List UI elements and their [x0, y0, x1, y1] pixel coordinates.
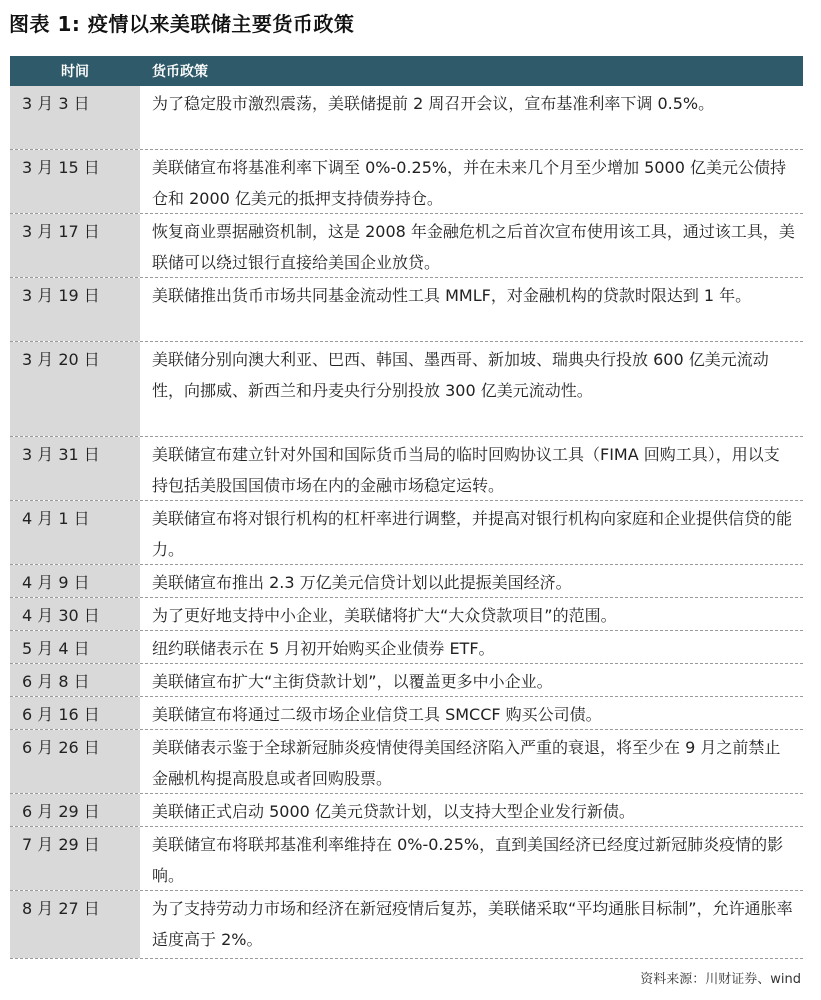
- row-policy: 美联储宣布扩大“主街贷款计划”，以覆盖更多中小企业。: [152, 672, 553, 691]
- row-date: 6 月 8 日: [10, 664, 140, 696]
- row-date: 3 月 17 日: [10, 214, 140, 277]
- row-date: 4 月 30 日: [10, 598, 140, 630]
- table-row: [10, 664, 803, 697]
- row-date: 5 月 4 日: [10, 631, 140, 663]
- table-row: [10, 86, 803, 150]
- table-row: [10, 342, 803, 437]
- figure-title: 图表 1: 疫情以来美联储主要货币政策: [9, 12, 355, 36]
- row-date: 6 月 26 日: [10, 730, 140, 793]
- row-date: 3 月 3 日: [10, 86, 140, 149]
- header-time: 时间: [61, 64, 89, 80]
- table-row: [10, 437, 803, 501]
- row-policy: 纽约联储表示在 5 月初开始购买企业债券 ETF。: [152, 639, 495, 658]
- row-policy: 美联储正式启动 5000 亿美元贷款计划，以支持大型企业发行新债。: [152, 802, 635, 821]
- table-row: [10, 214, 803, 278]
- row-date: 3 月 19 日: [10, 278, 140, 341]
- row-date: 6 月 29 日: [10, 794, 140, 826]
- row-date: 4 月 9 日: [10, 565, 140, 597]
- row-policy: 美联储宣布推出 2.3 万亿美元信贷计划以此提振美国经济。: [152, 573, 572, 592]
- table-row: [10, 794, 803, 827]
- table-row: [10, 501, 803, 565]
- table-row: [10, 891, 803, 959]
- table-row: [10, 730, 803, 794]
- source-note: 资料来源：川财证券、wind: [640, 972, 801, 987]
- table-row: [10, 278, 803, 342]
- row-policy: 为了稳定股市激烈震荡，美联储提前 2 周召开会议，宣布基准利率下调 0.5%。: [152, 94, 715, 113]
- row-policy: 恢复商业票据融资机制，这是 2008 年金融危机之后首次宣布使用该工具，通过该工具，美联储可以绕过银行直接给美国企业放贷。: [152, 222, 795, 272]
- row-date: 3 月 15 日: [10, 150, 140, 213]
- row-policy: 为了更好地支持中小企业，美联储将扩大“大众贷款项目”的范围。: [152, 606, 617, 625]
- row-policy: 美联储宣布将联邦基准利率维持在 0%-0.25%，直到美国经济已经度过新冠肺炎疫情的影响。: [152, 835, 784, 885]
- row-date: 6 月 16 日: [10, 697, 140, 729]
- table-row: [10, 697, 803, 730]
- row-policy: 美联储分别向澳大利亚、巴西、韩国、墨西哥、新加坡、瑞典央行投放 600 亿美元流动性，向挪威、新西兰和丹麦央行分别投放 300 亿美元流动性。: [152, 350, 769, 400]
- row-policy: 为了支持劳动力市场和经济在新冠疫情后复苏，美联储采取“平均通胀目标制”，允许通胀率适度高于 2%。: [152, 899, 793, 949]
- row-policy: 美联储宣布将基准利率下调至 0%-0.25%，并在未来几个月至少增加 5000 亿美元公债持仓和 2000 亿美元的抵押支持债券持仓。: [152, 158, 786, 208]
- table-row: [10, 631, 803, 664]
- row-policy: 美联储宣布将通过二级市场企业信贷工具 SMCCF 购买公司债。: [152, 705, 602, 724]
- row-date: 8 月 27 日: [10, 891, 140, 958]
- row-policy: 美联储推出货币市场共同基金流动性工具 MMLF，对金融机构的贷款时限达到 1 年。: [152, 286, 752, 305]
- row-policy: 美联储宣布建立针对外国和国际货币当局的临时回购协议工具（FIMA 回购工具），用以支持包括美股国国债市场在内的金融市场稳定运转。: [152, 445, 780, 495]
- header-policy: 货币政策: [152, 64, 208, 80]
- row-date: 3 月 20 日: [10, 342, 140, 436]
- table-row: [10, 827, 803, 891]
- table-row: [10, 598, 803, 631]
- table-row: [10, 565, 803, 598]
- row-date: 3 月 31 日: [10, 437, 140, 500]
- row-date: 4 月 1 日: [10, 501, 140, 564]
- row-date: 7 月 29 日: [10, 827, 140, 890]
- table-row: [10, 150, 803, 214]
- row-policy: 美联储宣布将对银行机构的杠杆率进行调整，并提高对银行机构向家庭和企业提供信贷的能力。: [152, 509, 793, 559]
- row-policy: 美联储表示鉴于全球新冠肺炎疫情使得美国经济陷入严重的衰退，将至少在 9 月之前禁止金融机构提高股息或者回购股票。: [152, 738, 781, 788]
- policy-table: [10, 56, 803, 959]
- table-header: [10, 56, 803, 86]
